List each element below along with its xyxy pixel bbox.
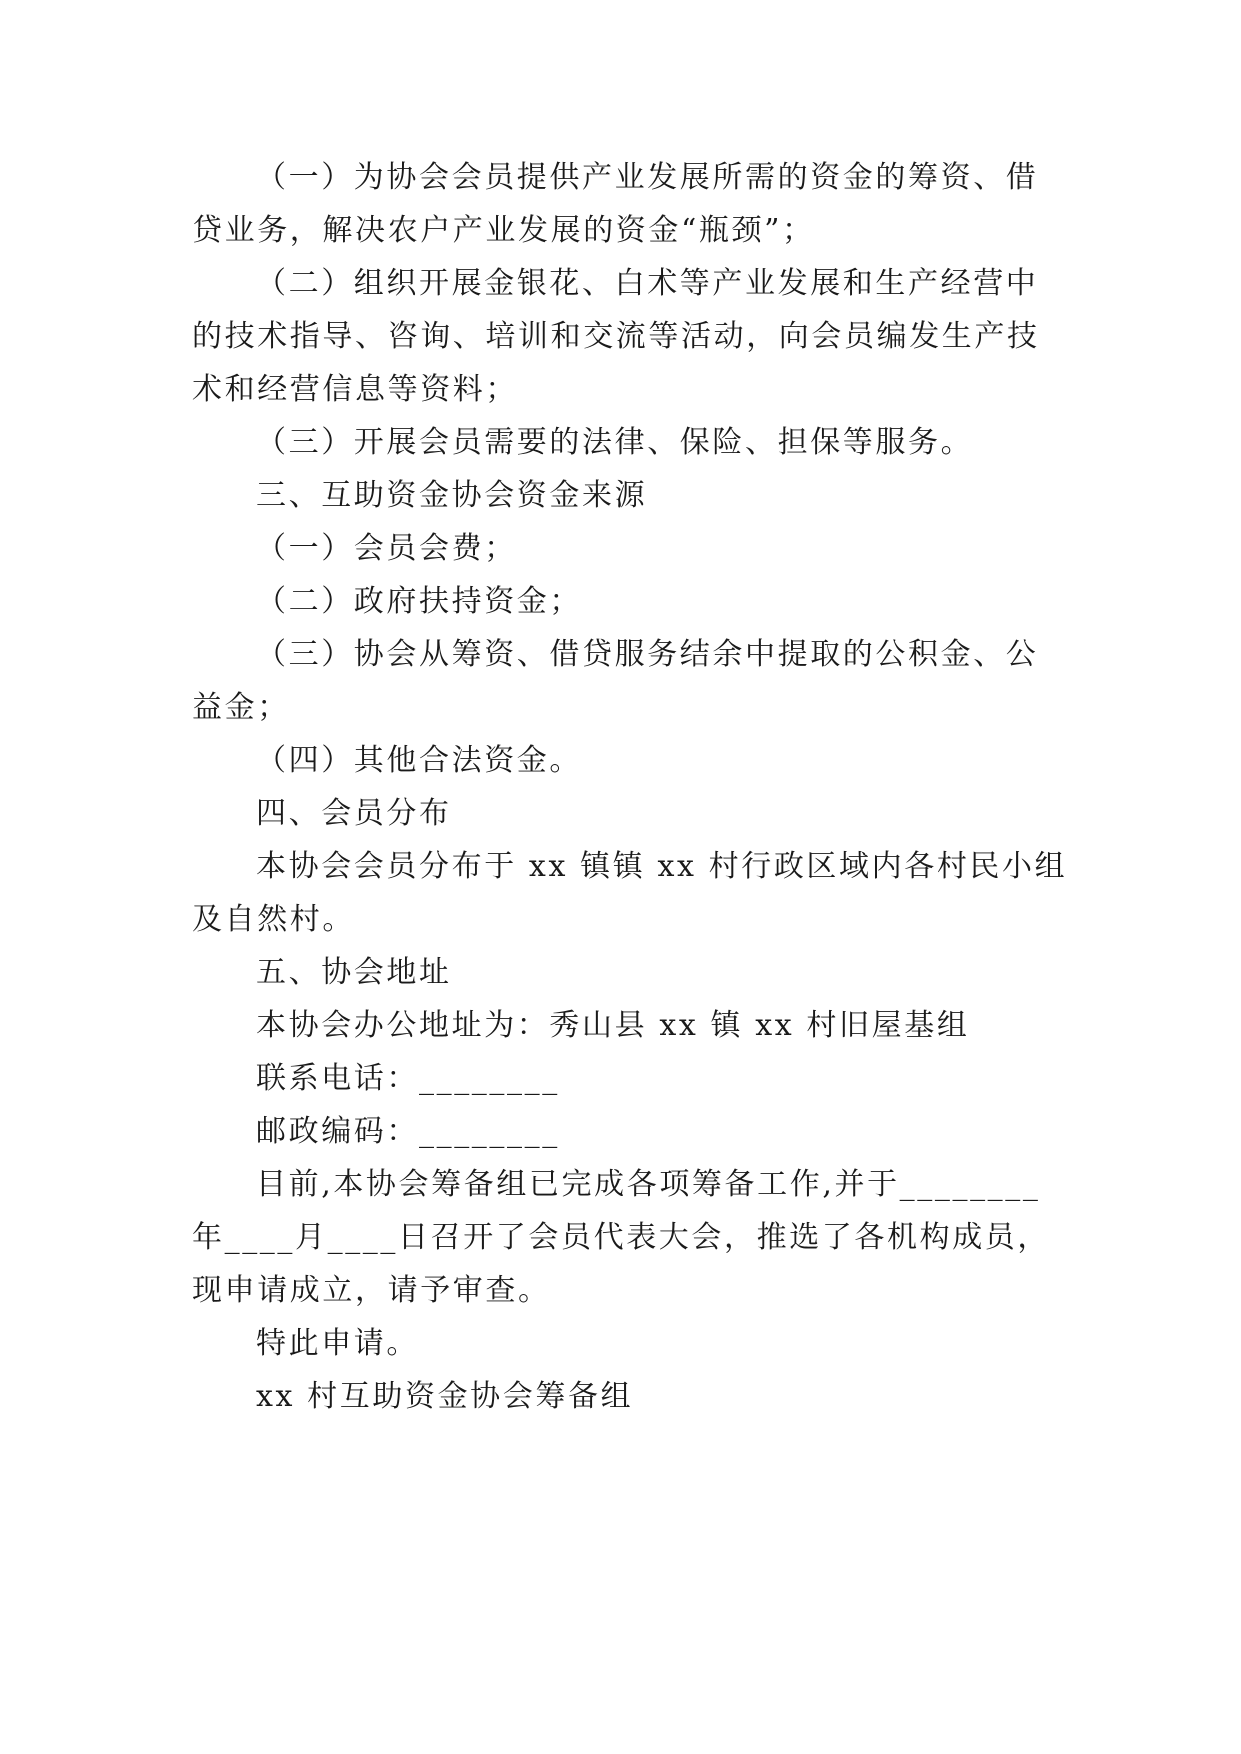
paragraph-line: 术和经营信息等资料； (192, 372, 518, 407)
closing-line: 特此申请。 (256, 1326, 419, 1361)
paragraph-line: 益金； (192, 690, 290, 725)
paragraph-line: 现申请成立，请予审查。 (192, 1273, 551, 1308)
section-heading: 五、协会地址 (256, 955, 452, 990)
paragraph-line: 本协会办公地址为：秀山县 xx 镇 xx 村旧屋基组 (256, 1008, 970, 1043)
paragraph-line: 本协会会员分布于 xx 镇镇 xx 村行政区域内各村民小组 (256, 849, 1068, 884)
paragraph-line: 目前,本协会筹备组已完成各项筹备工作,并于________ (256, 1167, 1041, 1202)
paragraph-line: （二）政府扶持资金； (256, 584, 582, 619)
paragraph-line: 年____月____日召开了会员代表大会，推选了各机构成员， (192, 1220, 1050, 1255)
paragraph-line: （三）协会从筹资、借贷服务结余中提取的公积金、公 (256, 637, 1039, 672)
section-heading: 四、会员分布 (256, 796, 452, 831)
paragraph-line: （一）会员会费； (256, 531, 517, 566)
signature-line: xx 村互助资金协会筹备组 (256, 1379, 634, 1414)
postal-code-line: 邮政编码：________ (256, 1114, 560, 1149)
contact-phone-line: 联系电话：________ (256, 1061, 560, 1096)
paragraph-line: 的技术指导、咨询、培训和交流等活动，向会员编发生产技 (192, 319, 1040, 354)
paragraph-line: （三）开展会员需要的法律、保险、担保等服务。 (256, 425, 974, 460)
paragraph-line: 及自然村。 (192, 902, 355, 937)
section-heading: 三、互助资金协会资金来源 (256, 478, 648, 513)
paragraph-line: （一）为协会会员提供产业发展所需的资金的筹资、借 (256, 160, 1039, 195)
paragraph-line: （二）组织开展金银花、白术等产业发展和生产经营中 (256, 266, 1039, 301)
paragraph-line: （四）其他合法资金。 (256, 743, 582, 778)
paragraph-line: 贷业务，解决农户产业发展的资金“瓶颈”； (192, 213, 815, 248)
